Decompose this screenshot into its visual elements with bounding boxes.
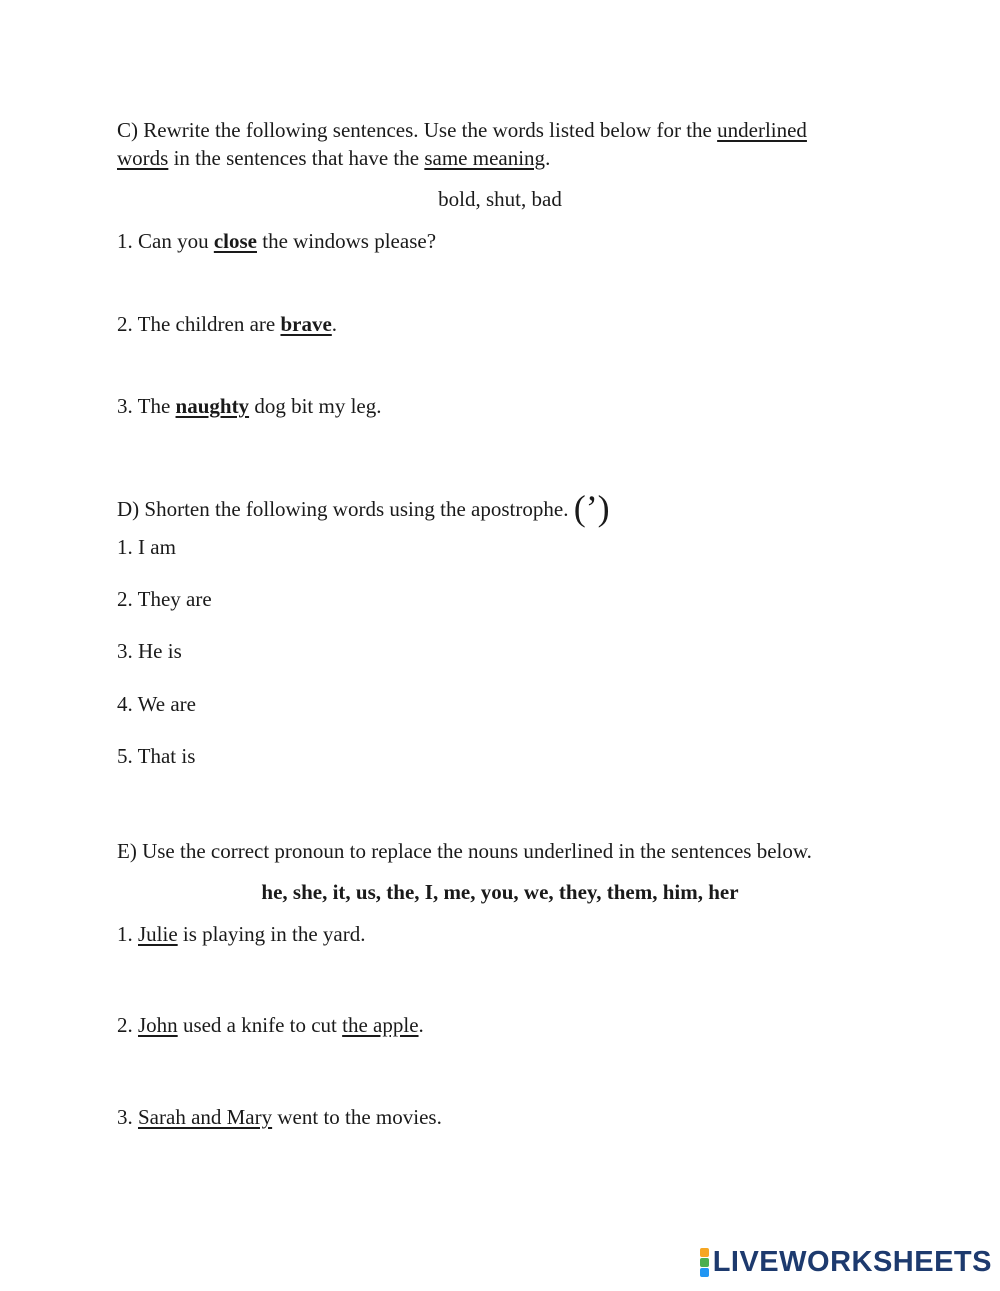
section-c-item-1: 1. Can you close the windows please? — [117, 229, 437, 253]
section-c-instructions-line-2: words in the sentences that have the same meaning. — [117, 146, 551, 170]
apostrophe-symbol: (’) — [573, 488, 610, 528]
logo-text: LIVEWORKSHEETS — [712, 1246, 992, 1278]
logo-mark-icon — [700, 1248, 709, 1277]
underlined-term: words — [117, 146, 169, 170]
underlined-noun: Julie — [138, 922, 178, 946]
section-c-item-2: 2. The children are brave. — [117, 312, 338, 336]
section-d-item-4: 4. We are — [117, 692, 196, 716]
section-e-item-2: 2. John used a knife to cut the apple. — [117, 1013, 424, 1037]
logo-mark-block — [700, 1248, 709, 1257]
section-c-word-bank: bold, shut, bad — [438, 187, 562, 211]
section-e-word-bank: he, she, it, us, the, I, me, you, we, they, them, him, her — [261, 880, 739, 904]
underlined-term: same meaning — [424, 146, 546, 170]
section-e-heading: E) Use the correct pronoun to replace the nouns underlined in the sentences below. — [117, 839, 812, 863]
section-e-item-1: 1. Julie is playing in the yard. — [117, 922, 366, 946]
section-c-item-3: 3. The naughty dog bit my leg. — [117, 394, 382, 418]
liveworksheets-logo — [700, 1248, 992, 1277]
logo-mark-block — [700, 1258, 709, 1267]
section-d-item-1: 1. I am — [117, 535, 176, 559]
underlined-noun: John — [138, 1013, 178, 1037]
section-d-item-3: 3. He is — [117, 639, 182, 663]
logo-mark-block — [700, 1268, 709, 1277]
section-c-instructions-text: C) Rewrite the following sentences. Use the words listed below for the — [117, 118, 718, 142]
target-word: naughty — [175, 394, 250, 418]
section-c-instructions-line-1 — [117, 117, 807, 144]
underlined-term: underlined — [717, 118, 807, 142]
section-d-item-2: 2. They are — [117, 587, 212, 611]
underlined-noun: Sarah and Mary — [138, 1105, 273, 1129]
section-e-item-3: 3. Sarah and Mary went to the movies. — [117, 1105, 442, 1129]
section-d-heading: D) Shorten the following words using the apostrophe. (’) — [117, 488, 610, 528]
underlined-noun: the apple — [342, 1013, 419, 1037]
section-d-item-5: 5. That is — [117, 744, 196, 768]
target-word: brave — [280, 312, 332, 336]
target-word: close — [213, 229, 257, 253]
